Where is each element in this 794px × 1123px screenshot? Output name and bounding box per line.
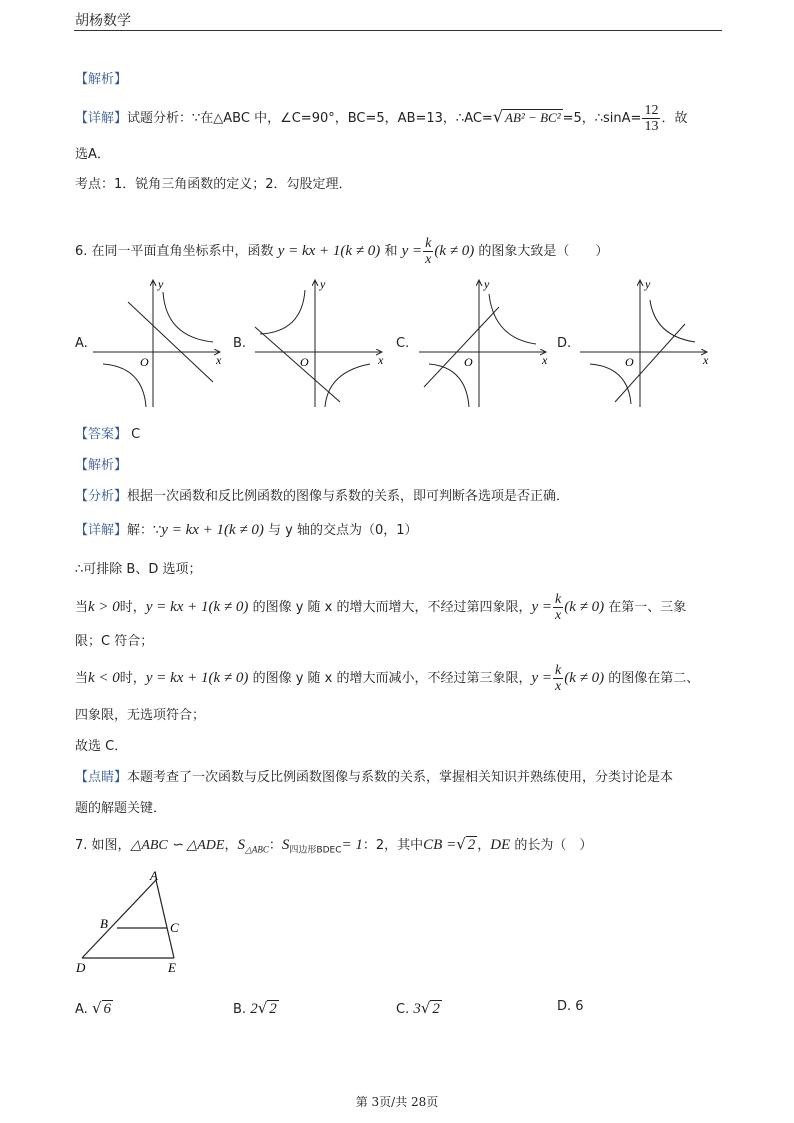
line-graph [255, 327, 340, 402]
axis-x-label: x [378, 353, 384, 367]
q6-exclude: ∴可排除 B、D 选项； [75, 562, 202, 577]
side-ad [82, 880, 156, 958]
graph-a [88, 272, 228, 412]
q5-text-a: 试题分析：∵在△ABC 中，∠C=90°，BC=5，AB=13，∴AC= [127, 111, 493, 126]
q6-detail-a: 解：∵ [127, 523, 162, 538]
q5-text-c: ．故 [661, 111, 688, 126]
hyperbola-branch-1 [489, 294, 536, 344]
q6-detail-b: 与 y 轴的交点为（0，1） [268, 523, 418, 538]
q6-detail-line [75, 519, 418, 539]
graph-c [414, 272, 554, 412]
q6-func1: y = kx + 1(k ≠ 0) [277, 243, 381, 259]
q6-detail-func: y = kx + 1(k ≠ 0) [161, 522, 264, 538]
q6-negative-line2: 四象限，无选项符合； [75, 708, 206, 723]
hyperbola-branch-2 [103, 364, 146, 407]
q6-stem-c: 的图象大致是（ ） [478, 244, 609, 259]
q5-detail-line1 [75, 103, 687, 134]
axis-y-label: y [320, 277, 326, 291]
axis-x-label: x [703, 353, 709, 367]
axis-y-label: y [158, 277, 164, 291]
vertex-c-label: C [170, 920, 179, 935]
option-b-label: B. [233, 336, 247, 351]
q5-line2: 选A． [75, 147, 110, 162]
side-ae [156, 880, 174, 958]
q6-positive-line2: 限；C 符合； [75, 634, 154, 649]
q6-func2-prefix: y = [401, 243, 423, 259]
line-graph [128, 302, 213, 382]
q5-jiexi-tag: 【解析】 [75, 72, 128, 87]
origin-label: O [300, 355, 309, 369]
q6-fenxi-line [75, 485, 569, 504]
graph-b [250, 272, 390, 412]
axis-x-label: x [542, 353, 548, 367]
q6-detail-tag: 【详解】 [75, 523, 128, 538]
q6-answer: C [131, 427, 141, 442]
origin-label: O [140, 355, 149, 369]
q6-dianjing-line1: 【点睛】本题考查了一次函数与反比例函数图像与系数的关系，掌握相关知识并熟练使用，分类讨论是本 [75, 770, 674, 785]
page-footer: 第 3页/共 28页 [355, 1095, 439, 1109]
hyperbola-branch-2 [590, 364, 631, 404]
hyperbola-branch-1 [650, 300, 695, 342]
header-rule [74, 30, 722, 31]
origin-label: O [464, 355, 473, 369]
q7-option-b: B. 2√ 2 [233, 999, 277, 1017]
vertex-a-label: A [150, 868, 158, 883]
q5-sin-fraction: $\frac{12}{13}$ [644, 103, 659, 134]
q6-fenxi-tag: 【分析】 [75, 489, 128, 504]
triangle-figure [70, 868, 200, 978]
q6-dianjing-line2: 题的解题关键． [75, 801, 167, 816]
q6-jiexi-tag: 【解析】 [75, 458, 128, 473]
q7-option-a: A. √ 6 [75, 999, 111, 1017]
axis-y-label: y [645, 277, 651, 291]
hyperbola-branch-2 [325, 364, 370, 407]
q6-dianjing-tag: 【点睛】 [75, 770, 128, 785]
hyperbola-branch-2 [429, 364, 469, 407]
q6-frac: $\frac{k}{x}$ [425, 236, 432, 267]
vertex-d-label: D [76, 960, 86, 975]
axis-x-label: x [216, 353, 222, 367]
q6-stem [75, 236, 608, 267]
line-graph [424, 307, 499, 387]
option-c-label: C. [396, 336, 410, 351]
q5-kaodian: 考点：1．锐角三角函数的定义；2．勾股定理． [75, 177, 352, 192]
q7-stem: 7. 如图，△ABC ∽ △ADE，$S_{\triangle ABC}$：$S_{四边形BDEC}= 1$：2，其中CB =√ 2 ，DE 的长为（ ） [75, 835, 593, 856]
q7-option-c: C. 3√ 2 [396, 999, 440, 1017]
q6-answer-line [75, 423, 140, 442]
q6-stem-b: 和 [384, 244, 398, 259]
header-title: 胡杨数学 [75, 13, 131, 29]
q6-negative-case: 当k < 0时，y = kx + 1(k ≠ 0) 的图像 y 随 x 的增大而减小，不经过第三象限，y = $\frac{k}{x}$ (k ≠ 0) 的图像在第二、 [75, 663, 700, 694]
q5-text-b: =5，∴sinA= [562, 111, 642, 126]
q6-func2-suffix: (k ≠ 0) [434, 243, 475, 259]
option-a-label: A. [75, 336, 88, 351]
origin-label: O [625, 355, 634, 369]
vertex-b-label: B [100, 916, 108, 931]
graph-d [575, 272, 715, 412]
q5-detail-tag: 【详解】 [75, 111, 128, 126]
q5-sqrt-expr: AB² − BC² [505, 110, 561, 125]
q7-option-d: D. 6 [557, 999, 584, 1014]
hyperbola-branch-1 [163, 292, 213, 342]
q6-fenxi: 根据一次函数和反比例函数的图像与系数的关系，即可判断各选项是否正确． [127, 489, 570, 504]
axis-y-label: y [484, 277, 490, 291]
hyperbola-branch-1 [260, 290, 305, 334]
vertex-e-label: E [168, 960, 176, 975]
sqrt-symbol: √ [492, 107, 504, 126]
q6-conclusion: 故选 C． [75, 739, 128, 754]
q6-positive-case: 当k > 0时，y = kx + 1(k ≠ 0) 的图像 y 随 x 的增大而增大，不经过第四象限，y = $\frac{k}{x}$ (k ≠ 0) 在第一、三象 [75, 592, 687, 623]
q6-stem-a: 6. 在同一平面直角坐标系中，函数 [75, 244, 274, 259]
option-d-label: D. [557, 336, 572, 351]
q6-answer-tag: 【答案】 [75, 427, 128, 442]
